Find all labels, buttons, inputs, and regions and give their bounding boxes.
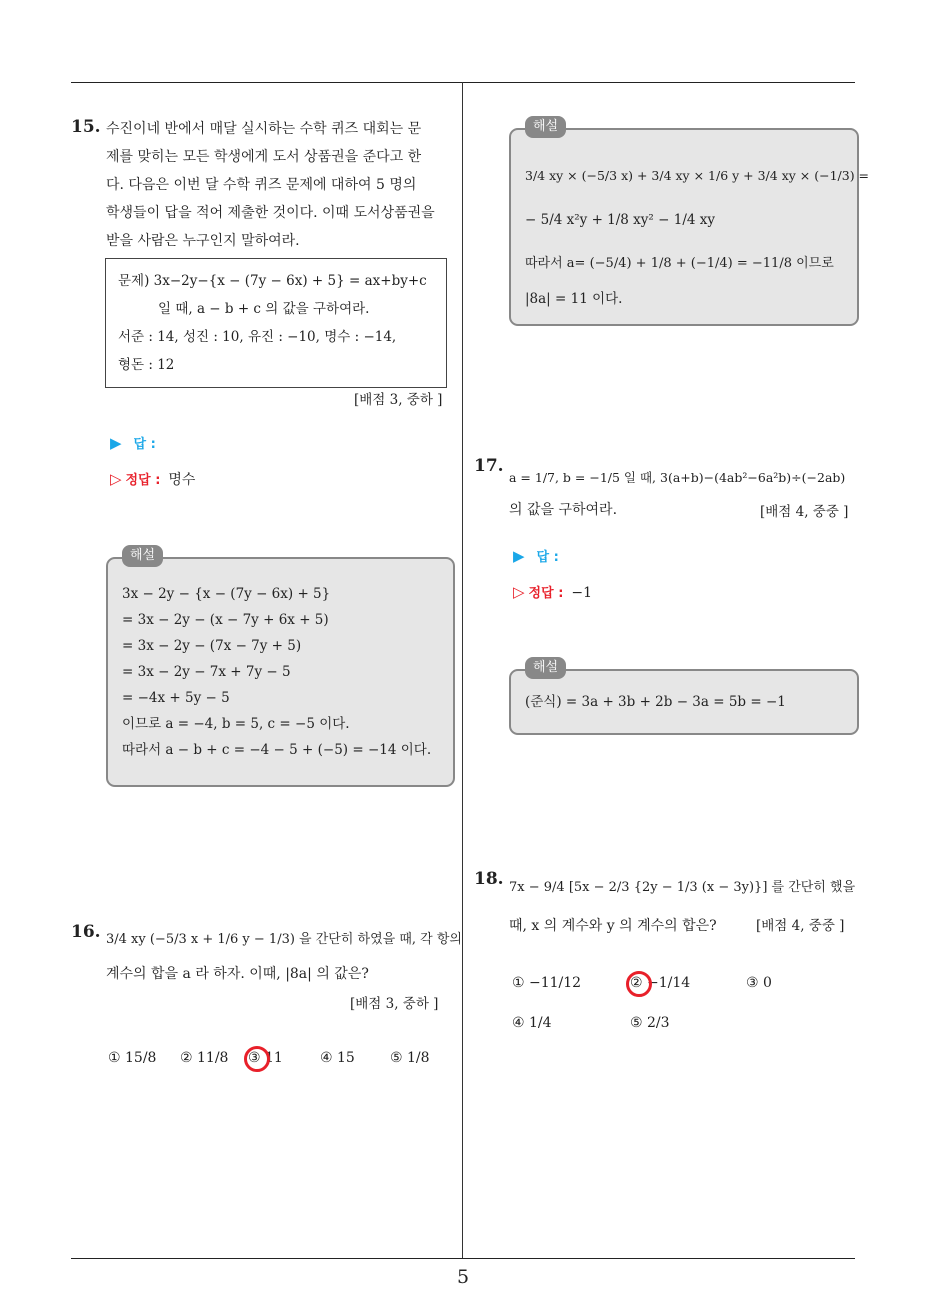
q15-box-line: 형돈 : 12 <box>118 357 175 373</box>
selected-circle-mark <box>626 971 652 997</box>
q18-score: [배점 4, 중중 ] <box>756 918 845 934</box>
q16-number: 16. <box>71 922 101 942</box>
q15-box-line: 일 때, a − b + c 의 값을 구하여라. <box>158 301 370 317</box>
q15-box-line: 서준 : 14, 성진 : 10, 유진 : −10, 명수 : −14, <box>118 329 397 345</box>
answer-label: 답 : <box>536 550 559 565</box>
choice-5[interactable]: ⑤ 2/3 <box>630 1015 670 1031</box>
q15-problem-box <box>105 258 447 388</box>
solution-line: − 5/4 x²y + 1/8 xy² − 1/4 xy <box>525 212 715 228</box>
solution-line: = 3x − 2y − (7x − 7y + 5) <box>122 638 302 654</box>
page-number: 5 <box>456 1266 470 1288</box>
q17-solution-body <box>525 689 847 715</box>
q16-line: 3/4 xy (−5/3 x + 1/6 y − 1/3) 을 간단히 하였을 때, 각 항의 <box>106 932 462 947</box>
solution-line: 따라서 a − b + c = −4 − 5 + (−5) = −14 이다. <box>122 742 432 758</box>
q17-score: [배점 4, 중중 ] <box>760 504 849 520</box>
solution-line: = −4x + 5y − 5 <box>122 690 230 706</box>
q17-solution-box <box>509 660 859 735</box>
q18-number: 18. <box>474 869 504 889</box>
choice-1[interactable]: ① 15/8 <box>108 1050 157 1066</box>
solution-line: 이므로 a = −4, b = 5, c = −5 이다. <box>122 716 350 732</box>
solution-line: = 3x − 2y − (x − 7y + 6x + 5) <box>122 612 329 628</box>
q16-solution-body <box>525 154 870 312</box>
choice-3[interactable]: ③ 11 <box>248 1050 283 1066</box>
q15-score: [배점 3, 중하 ] <box>354 392 443 408</box>
q15-answer-row <box>110 433 156 452</box>
choice-2[interactable]: ② 11/8 <box>180 1050 229 1066</box>
top-rule <box>71 82 855 83</box>
solution-line: 3/4 xy × (−5/3 x) + 3/4 xy × 1/6 y + 3/4 xy × (−1/3) = <box>525 168 870 183</box>
q15-line: 받을 사람은 누구인지 말하여라. <box>106 233 300 249</box>
q16-text <box>106 926 462 988</box>
correct-value: 명수 <box>168 472 196 488</box>
play-icon: ▶ <box>110 434 122 452</box>
q15-solution-box <box>106 548 455 787</box>
q15-line: 제를 맞히는 모든 학생에게 도서 상품권을 준다고 한 <box>106 149 422 165</box>
correct-label: 정답 : <box>528 586 564 601</box>
q15-line: 다. 다음은 이번 달 수학 퀴즈 문제에 대하여 5 명의 <box>106 177 417 193</box>
solution-tag: 해설 <box>122 545 163 567</box>
q17-correct-row <box>513 582 592 601</box>
q15-line: 학생들이 답을 적어 제출한 것이다. 이때 도서상품권을 <box>106 205 435 221</box>
bottom-rule <box>71 1258 855 1259</box>
q16-line: 계수의 합을 a 라 하자. 이때, |8a| 의 값은? <box>106 966 369 982</box>
q15-line: 수진이네 반에서 매달 실시하는 수학 퀴즈 대회는 문 <box>106 121 422 137</box>
q15-text <box>106 115 456 255</box>
choice-3[interactable]: ③ 0 <box>746 975 772 991</box>
solution-tag: 해설 <box>525 116 566 138</box>
q15-solution-body <box>122 581 443 763</box>
choice-2[interactable]: ② −1/14 <box>630 975 691 991</box>
solution-tag: 해설 <box>525 657 566 679</box>
q17-line: 의 값을 구하여라. <box>509 502 618 518</box>
q18-line: 7x − 9/4 [5x − 2/3 {2y − 1/3 (x − 3y)}] 를 간단히 했을 <box>509 880 856 895</box>
play-outline-icon: ▷ <box>513 583 525 601</box>
solution-line: 따라서 a= (−5/4) + 1/8 + (−1/4) = −11/8 이므로 <box>525 256 834 271</box>
selected-circle-mark <box>244 1046 270 1072</box>
solution-line: (준식) = 3a + 3b + 2b − 3a = 5b = −1 <box>525 694 786 710</box>
choice-4[interactable]: ④ 1/4 <box>512 1015 552 1031</box>
q17-number: 17. <box>474 456 504 476</box>
correct-value: −1 <box>571 585 593 601</box>
correct-label: 정답 : <box>125 473 161 488</box>
choice-1[interactable]: ① −11/12 <box>512 975 582 991</box>
q18-line: 때, x 의 계수와 y 의 계수의 합은? <box>509 918 717 934</box>
column-divider <box>462 82 463 1258</box>
choice-4[interactable]: ④ 15 <box>320 1050 355 1066</box>
play-icon: ▶ <box>513 547 525 565</box>
q15-box-line: 문제) 3x−2y−{x − (7y − 6x) + 5} = ax+by+c <box>118 273 427 289</box>
q15-correct-row <box>110 469 195 489</box>
play-outline-icon: ▷ <box>110 470 122 488</box>
solution-line: |8a| = 11 이다. <box>525 291 623 307</box>
q17-answer-row <box>513 546 559 565</box>
q16-solution-box <box>509 119 870 326</box>
q16-score: [배점 3, 중하 ] <box>350 996 439 1012</box>
solution-line: = 3x − 2y − 7x + 7y − 5 <box>122 664 291 680</box>
q17-line: a = 1/7, b = −1/5 일 때, 3(a+b)−(4ab²−6a²b)÷(−2ab) <box>509 470 846 485</box>
q15-number: 15. <box>71 117 101 137</box>
choice-5[interactable]: ⑤ 1/8 <box>390 1050 430 1066</box>
answer-label: 답 : <box>133 437 156 452</box>
solution-line: 3x − 2y − {x − (7y − 6x) + 5} <box>122 586 331 602</box>
